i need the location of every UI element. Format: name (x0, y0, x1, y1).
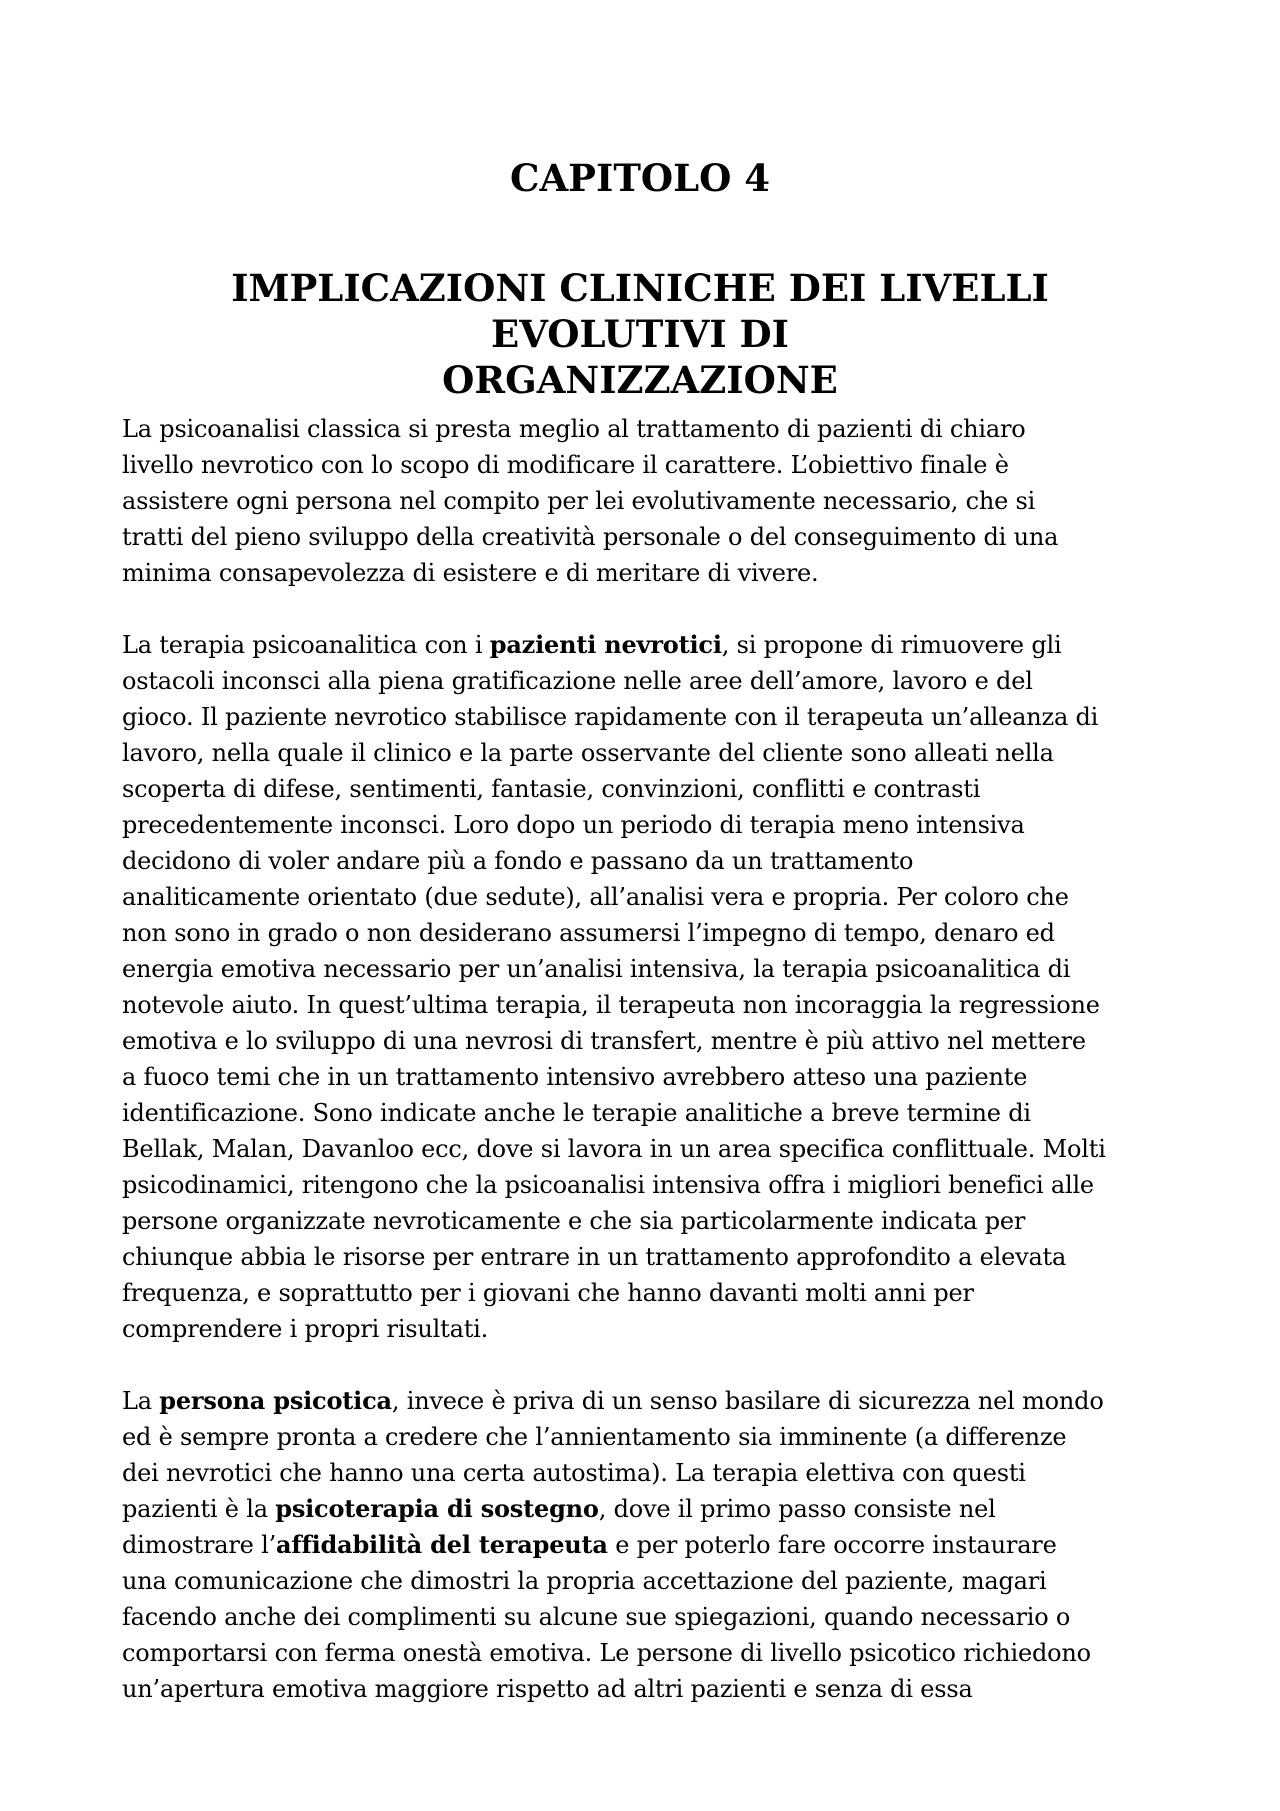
text-line (122, 1383, 1182, 1419)
text-segment: ed è sempre pronta a credere che l’annientamento sia imminente (a differenze (122, 1423, 1067, 1451)
text-line (122, 843, 1182, 879)
text-segment: dei nevrotici che hanno una certa autostima). La terapia elettiva con questi (122, 1459, 1026, 1487)
text-segment: facendo anche dei complimenti su alcune sue spiegazioni, quando necessario o (122, 1603, 1071, 1631)
text-line (122, 483, 1182, 519)
text-segment: decidono di voler andare più a fondo e passano da un trattamento (122, 847, 914, 875)
text-segment: a fuoco temi che in un trattamento intensivo avrebbero atteso una paziente (122, 1063, 1028, 1091)
text-line (122, 807, 1182, 843)
text-line (122, 1239, 1182, 1275)
text-segment: Bellak, Malan, Davanloo ecc, dove si lavora in un area specifica conflittuale. Molti (122, 1135, 1106, 1163)
bold-term: affidabilità del terapeuta (276, 1530, 608, 1559)
text-line (122, 771, 1182, 807)
paragraph (122, 1383, 1182, 1707)
bold-term: psicoterapia di sostegno (275, 1494, 599, 1523)
text-line (122, 519, 1182, 555)
text-line (122, 1635, 1182, 1671)
text-line (122, 1311, 1182, 1347)
text-segment: analiticamente orientato (due sedute), all’analisi vera e propria. Per coloro che (122, 883, 1069, 911)
text-line (122, 915, 1182, 951)
chapter-title-line: IMPLICAZIONI CLINICHE DEI LIVELLI EVOLUTIVI DI (231, 266, 1049, 356)
text-segment: La terapia psicoanalitica con i (122, 631, 490, 659)
text-segment: non sono in grado o non desiderano assumersi l’impegno di tempo, denaro ed (122, 919, 1055, 947)
text-segment: comportarsi con ferma onestà emotiva. Le persone di livello psicotico richiedono (122, 1639, 1091, 1667)
text-line (122, 1275, 1182, 1311)
text-segment: La (122, 1387, 160, 1415)
text-segment: un’apertura emotiva maggiore rispetto ad altri pazienti e senza di essa (122, 1675, 973, 1703)
text-line (122, 1023, 1182, 1059)
text-segment: assistere ogni persona nel compito per lei evolutivamente necessario, che si (122, 487, 1036, 515)
text-line (122, 879, 1182, 915)
text-segment: La psicoanalisi classica si presta meglio al trattamento di pazienti di chiaro (122, 415, 1026, 443)
bold-term: persona psicotica (159, 1386, 392, 1415)
text-segment: comprendere i propri risultati. (122, 1315, 489, 1343)
text-line (122, 735, 1182, 771)
text-line (122, 627, 1182, 663)
paragraph (122, 411, 1182, 591)
chapter-title (110, 265, 1170, 403)
text-line (122, 951, 1182, 987)
text-segment: identificazione. Sono indicate anche le terapie analitiche a breve termine di (122, 1099, 1031, 1127)
text-segment: ostacoli inconsci alla piena gratificazione nelle aree dell’amore, lavoro e del (122, 667, 1033, 695)
text-line (122, 699, 1182, 735)
text-segment: dimostrare l’ (122, 1531, 276, 1559)
text-segment: precedentemente inconsci. Loro dopo un periodo di terapia meno intensiva (122, 811, 1025, 839)
text-segment: lavoro, nella quale il clinico e la parte osservante del cliente sono alleati nella (122, 739, 1054, 767)
text-line (122, 1059, 1182, 1095)
text-segment: scoperta di difese, sentimenti, fantasie, convinzioni, conflitti e contrasti (122, 775, 981, 803)
text-line (122, 1491, 1182, 1527)
text-segment: persone organizzate nevroticamente e che sia particolarmente indicata per (122, 1207, 1026, 1235)
text-segment: frequenza, e soprattutto per i giovani che hanno davanti molti anni per (122, 1279, 974, 1307)
text-segment: livello nevrotico con lo scopo di modificare il carattere. L’obiettivo finale è (122, 451, 1009, 479)
text-line (122, 1563, 1182, 1599)
chapter-title-line: ORGANIZZAZIONE (442, 358, 838, 402)
paragraph (122, 627, 1182, 1347)
chapter-heading: CAPITOLO 4 (510, 156, 770, 200)
text-line (122, 1527, 1182, 1563)
text-line (122, 1599, 1182, 1635)
text-segment: notevole aiuto. In quest’ultima terapia, il terapeuta non incoraggia la regressione (122, 991, 1100, 1019)
text-segment: minima consapevolezza di esistere e di meritare di vivere. (122, 559, 819, 587)
text-line (122, 555, 1182, 591)
text-line (122, 1167, 1182, 1203)
text-segment: una comunicazione che dimostri la propria accettazione del paziente, magari (122, 1567, 1047, 1595)
text-line (122, 663, 1182, 699)
text-segment: energia emotiva necessario per un’analisi intensiva, la terapia psicoanalitica di (122, 955, 1071, 983)
body-text (122, 411, 1182, 1743)
text-line (122, 1131, 1182, 1167)
text-line (122, 1203, 1182, 1239)
text-segment: emotiva e lo sviluppo di una nevrosi di transfert, mentre è più attivo nel mettere (122, 1027, 1086, 1055)
text-segment: , invece è priva di un senso basilare di sicurezza nel mondo (391, 1387, 1104, 1415)
text-segment: e per poterlo fare occorre instaurare (607, 1531, 1057, 1559)
text-segment: chiunque abbia le risorse per entrare in un trattamento approfondito a elevata (122, 1243, 1067, 1271)
text-segment: pazienti è la (122, 1495, 276, 1523)
text-segment: gioco. Il paziente nevrotico stabilisce rapidamente con il terapeuta un’alleanza di (122, 703, 1099, 731)
bold-term: pazienti nevrotici (489, 630, 722, 659)
text-line (122, 987, 1182, 1023)
text-line (122, 1671, 1182, 1707)
text-segment: psicodinamici, ritengono che la psicoanalisi intensiva offra i migliori benefici alle (122, 1171, 1094, 1199)
text-line (122, 1455, 1182, 1491)
text-segment: tratti del pieno sviluppo della creatività personale o del conseguimento di una (122, 523, 1059, 551)
text-segment: , si propone di rimuovere gli (721, 631, 1062, 659)
text-segment: , dove il primo passo consiste nel (598, 1495, 996, 1523)
text-line (122, 1419, 1182, 1455)
text-line (122, 411, 1182, 447)
text-line (122, 447, 1182, 483)
text-line (122, 1095, 1182, 1131)
